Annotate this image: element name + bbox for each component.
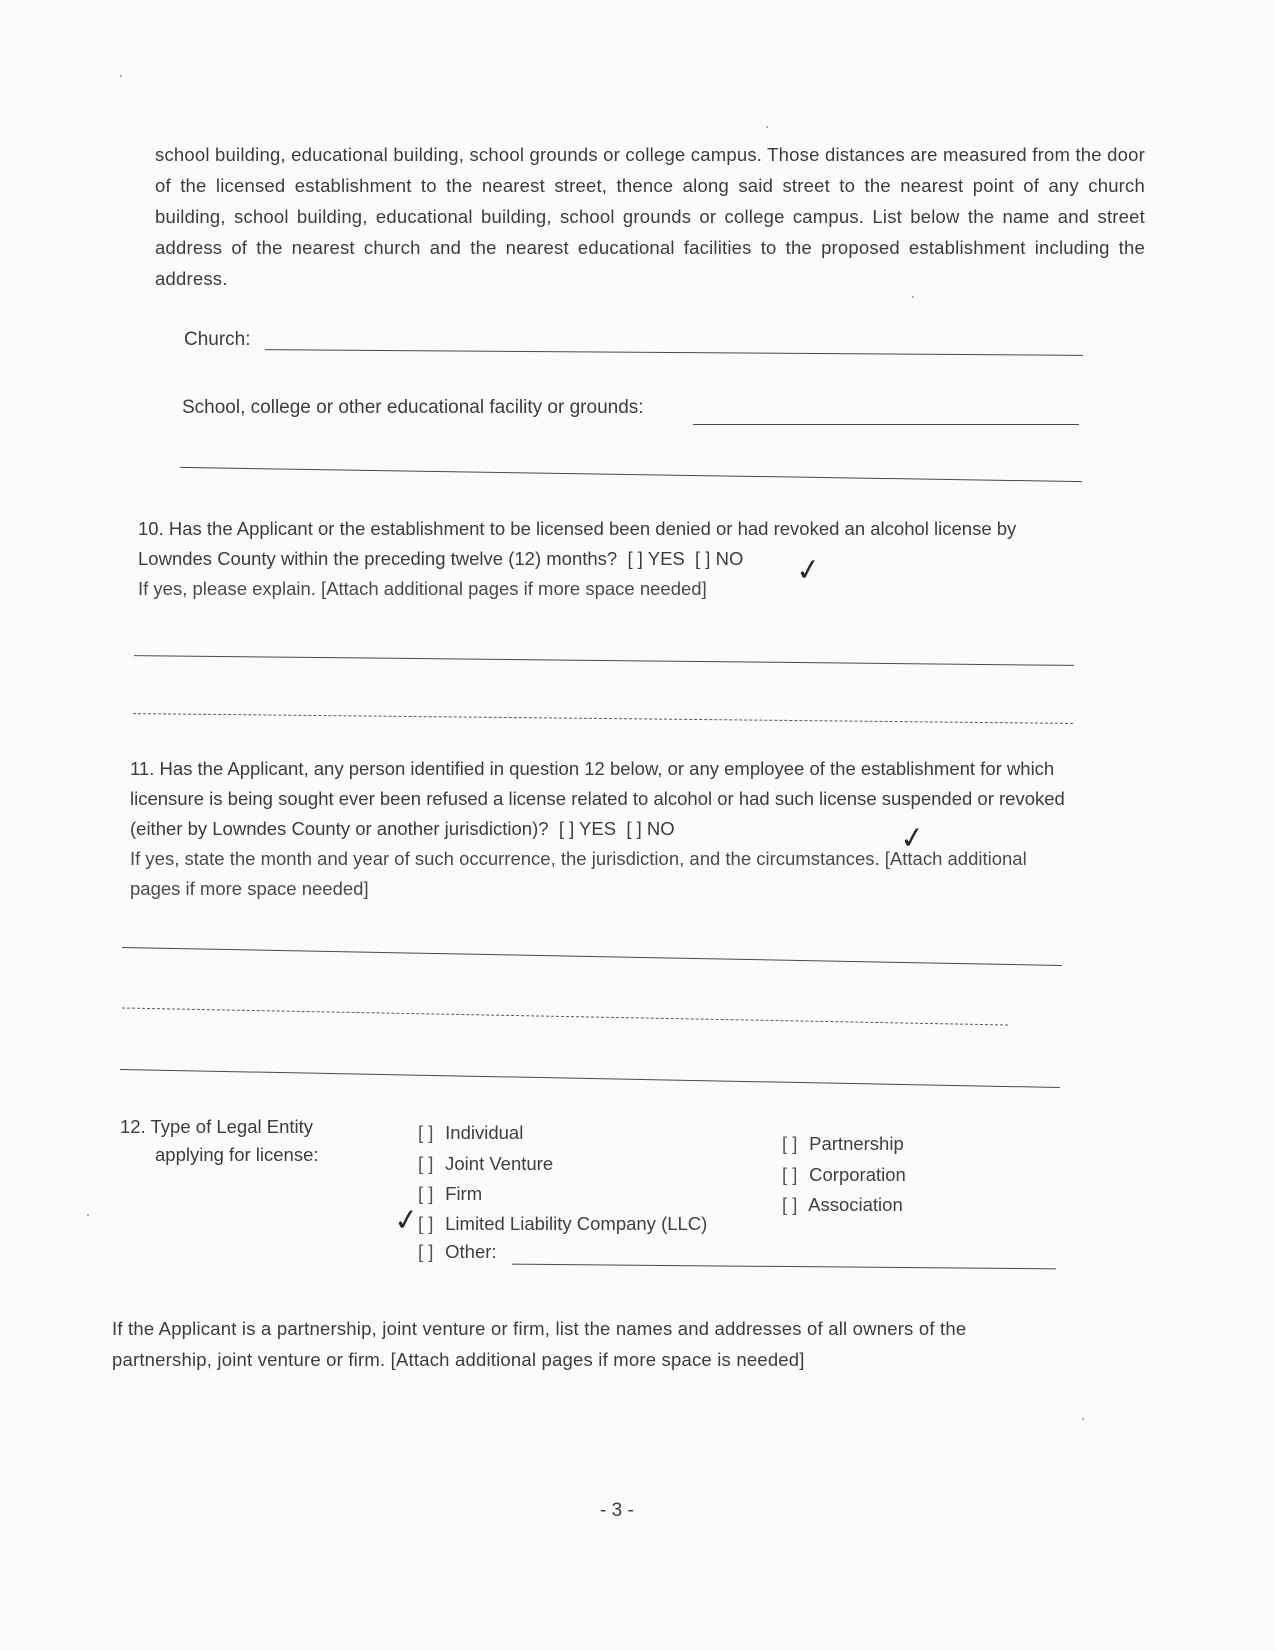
question-11 [130,754,1080,904]
page-number: - 3 - [600,1500,634,1521]
option-label: Joint Venture [445,1153,554,1174]
q11-answer-line-2[interactable] [122,1007,1008,1025]
option-label: Association [808,1194,903,1215]
q12-label-line2: applying for license: [155,1144,319,1165]
q11-number: 11. [130,758,155,779]
school-label: School, college or other educational facility or grounds: [182,397,644,418]
checkbox-individual[interactable]: [ ] [418,1122,434,1143]
q11-note: If yes, state the month and year of such occurrence, the jurisdiction, and the circumstances. [Attach additional pages if more space needed] [130,848,1027,899]
school-input-line[interactable] [693,424,1079,425]
llc-checkmark-icon: ✓ [391,1201,422,1240]
option-label: Individual [445,1122,524,1143]
option-label: Firm [445,1183,483,1204]
option-firm[interactable] [418,1183,482,1205]
question-10 [138,514,1088,604]
q10-yes-option[interactable]: [ ] YES [627,548,685,569]
checkbox-firm[interactable]: [ ] [418,1183,434,1204]
option-label: Limited Liability Company (LLC) [445,1213,708,1234]
q10-no-option[interactable]: [ ] NO [695,548,744,569]
scan-speck [912,296,914,298]
q12-label [120,1112,313,1142]
q11-answer-line-1[interactable] [122,947,1062,966]
q11-yes-option[interactable]: [ ] YES [558,818,617,839]
q12-label-line1: Type of Legal Entity [150,1116,314,1137]
q10-answer-line-2[interactable] [133,713,1073,724]
scan-speck [120,75,122,77]
option-label: Partnership [809,1133,904,1154]
option-other[interactable] [418,1241,497,1263]
school-input-line-2[interactable] [180,467,1082,482]
checkbox-llc[interactable]: [ ] [418,1213,434,1234]
q11-no-option[interactable]: [ ] NO [626,818,675,839]
church-label: Church: [184,329,251,350]
church-input-line[interactable] [265,349,1083,356]
option-label: Other: [445,1241,497,1262]
q10-no-checkmark-icon: ✓ [793,551,824,590]
checkbox-association[interactable]: [ ] [782,1194,798,1215]
checkbox-partnership[interactable]: [ ] [782,1133,798,1154]
option-partnership[interactable] [782,1133,904,1155]
q10-answer-line-1[interactable] [134,655,1074,666]
option-individual[interactable] [418,1122,523,1144]
checkbox-other[interactable]: [ ] [418,1241,434,1262]
option-association[interactable] [782,1194,903,1216]
checkbox-corporation[interactable]: [ ] [782,1164,798,1185]
q11-no-checkmark-icon: ✓ [897,819,928,858]
q10-note: If yes, please explain. [Attach additional pages if more space needed] [138,578,707,599]
footer-paragraph: If the Applicant is a partnership, joint venture or firm, list the names and addresses of all owners of the partnership, joint venture or firm. [Attach additional pages if more space is needed] [112,1318,967,1370]
q11-text: Has the Applicant, any person identified in question 12 below, or any employee of the establishment for which licensure is being sought ever been refused a license related to alcohol or had such license suspended or revoked (either by Lowndes County or another jurisdiction)? [130,758,1065,839]
option-corporation[interactable] [782,1164,906,1186]
scan-speck [766,126,768,128]
q10-number: 10. [138,518,164,539]
scan-speck [87,1214,89,1216]
option-label: Corporation [809,1164,906,1185]
q10-text: Has the Applicant or the establishment to be licensed been denied or had revoked an alcohol license by Lowndes County within the preceding twelve (12) months? [138,518,1017,569]
q11-answer-line-3[interactable] [120,1069,1060,1088]
other-input-line[interactable] [512,1264,1056,1270]
option-joint-venture[interactable] [418,1153,553,1175]
intro-paragraph: school building, educational building, school grounds or college campus. Those distances are measured from the door of the licensed establishment to the nearest street, thence along said street to the nearest point of any church building, school building, educational building, school grounds or college campus. List below the name and street address of the nearest church and the nearest educational facilities to the proposed establishment including the address. [155,144,1145,289]
scan-speck [1082,1418,1084,1420]
checkbox-joint-venture[interactable]: [ ] [418,1153,434,1174]
q12-number: 12. [120,1116,146,1137]
option-llc[interactable] [418,1213,707,1235]
